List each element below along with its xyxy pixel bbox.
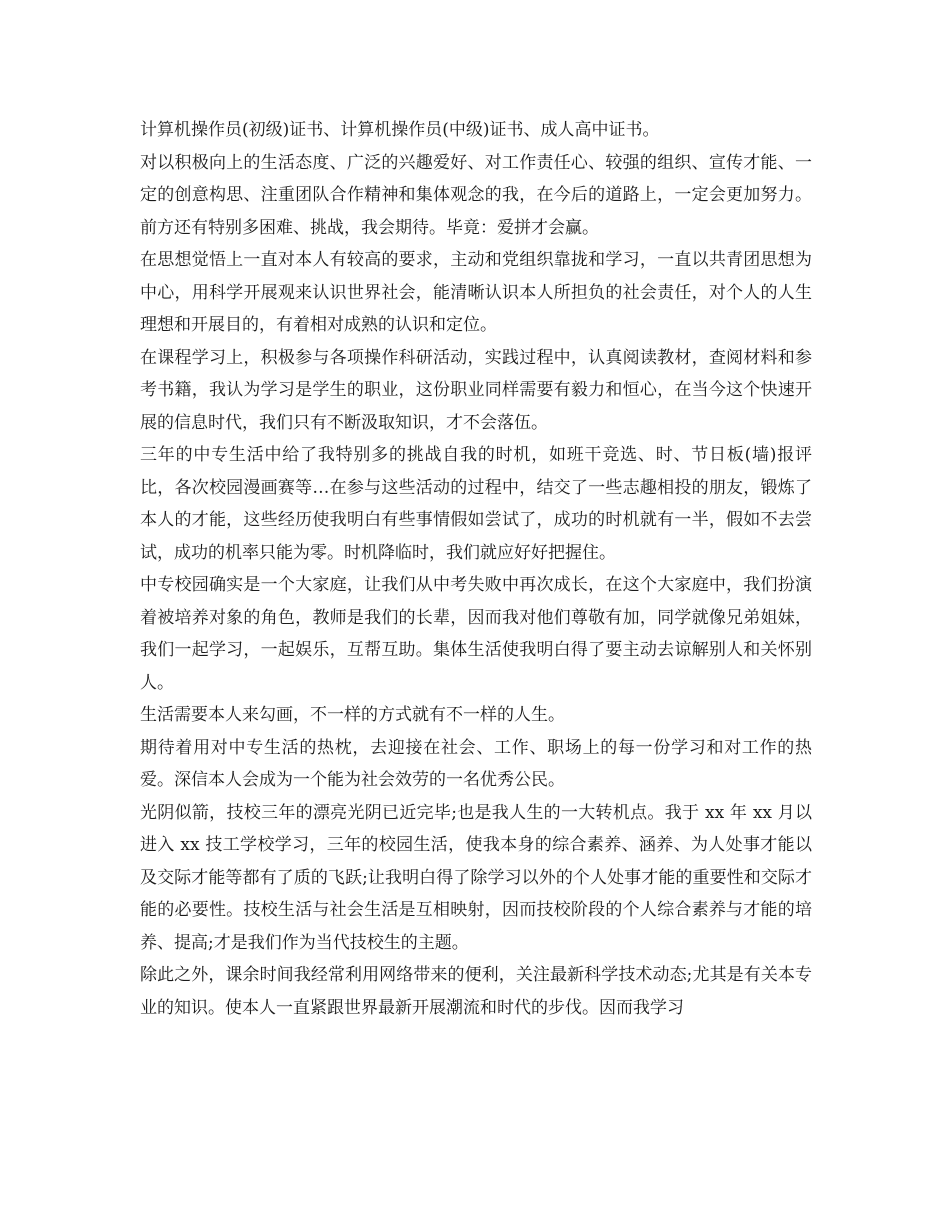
paragraph-attitude: 对以积极向上的生活态度、广泛的兴趣爱好、对工作责任心、较强的组织、宣传才能、一定的创意构思、注重团队合作精神和集体观念的我，在今后的道路上，一定会更加努力。前方还有特别多困难、挑战，我会期待。毕竟：爱拼才会赢。 bbox=[140, 152, 812, 238]
paragraph-expectation: 期待着用对中专生活的热枕，去迎接在社会、工作、职场上的每一份学习和对工作的热爱。深信本人会成为一个能为社会效劳的一名优秀公民。 bbox=[140, 737, 812, 790]
paragraph-coursework: 在课程学习上，积极参与各项操作科研活动，实践过程中，认真阅读教材，查阅材料和参考书籍，我认为学习是学生的职业，这份职业同样需要有毅力和恒心，在当今这个快速开展的信息时代，我们只有不断汲取知识，才不会落伍。 bbox=[140, 347, 812, 433]
paragraph-campus-family: 中专校园确实是一个大家庭，让我们从中考失败中再次成长，在这个大家庭中，我们扮演着被培养对象的角色，教师是我们的长辈，因而我对他们尊敬有加，同学就像兄弟姐妹，我们一起学习，一起娱乐，互帮互助。集体生活使我明白得了要主动去谅解别人和关怀别人。 bbox=[140, 575, 812, 693]
paragraph-ideology: 在思想觉悟上一直对本人有较高的要求，主动和党组织靠拢和学习，一直以共青团思想为中心，用科学开展观来认识世界社会，能清晰认识本人所担负的社会责任，对个人的人生理想和开展目的，有着相对成熟的认识和定位。 bbox=[140, 250, 812, 335]
document-body bbox=[140, 114, 812, 1024]
paragraph-certificates: 计算机操作员(初级)证书、计算机操作员(中级)证书、成人高中证书。 bbox=[140, 120, 660, 140]
paragraph-spare-time: 除此之外，课余时间我经常利用网络带来的便利，关注最新科学技术动态;尤其是有关本专业的知识。使本人一直紧跟世界最新开展潮流和时代的步伐。因而我学习 bbox=[140, 965, 812, 1018]
paragraph-life-outline: 生活需要本人来勾画，不一样的方式就有不一样的人生。 bbox=[140, 705, 565, 725]
paragraph-challenges: 三年的中专生活中给了我特别多的挑战自我的时机，如班干竞选、时、节日板(墙)报评比，各次校园漫画赛等…在参与这些活动的过程中，结交了一些志趣相投的朋友，锻炼了本人的才能，这些经历使我明白有些事情假如尝试了，成功的时机就有一半，假如不去尝试，成功的机率只能为零。时机降临时，我们就应好好把握住。 bbox=[140, 445, 812, 563]
paragraph-technical-school: 光阴似箭，技校三年的漂亮光阴已近完毕;也是我人生的一大转机点。我于 xx 年 xx 月以进入 xx 技工学校学习，三年的校园生活，使我本身的综合素养、涵养、为人处事才能以及交际才能等都有了质的飞跃;让我明白得了除学习以外的个人处事才能的重要性和交际才能的必要性。技校生活与社会生活是互相映射，因而技校阶段的个人综合素养与才能的培养、提高;才是我们作为当代技校生的主题。 bbox=[140, 802, 812, 953]
